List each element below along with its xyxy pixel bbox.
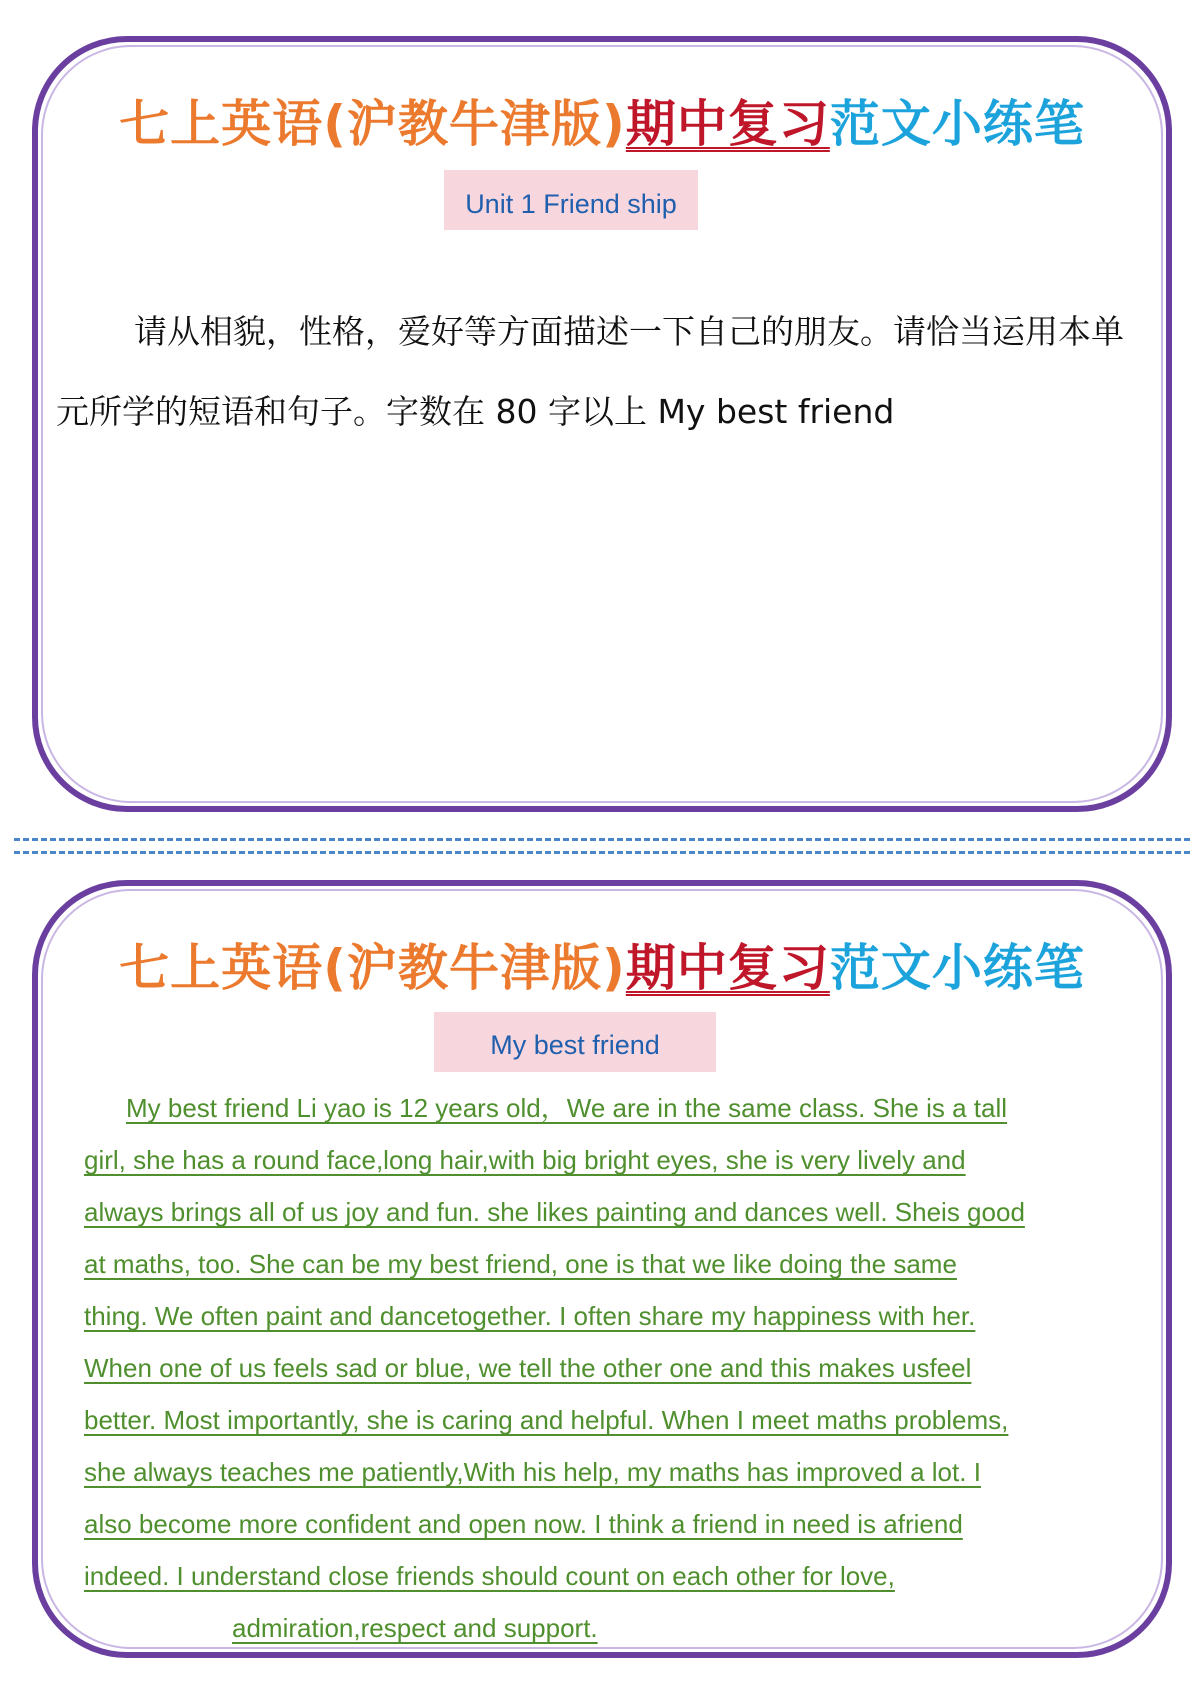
title-part-review: 期中复习 xyxy=(625,95,830,153)
page-title xyxy=(38,928,1166,1000)
title-part-textbook: 七上英语(沪教牛津版) xyxy=(119,939,626,997)
essay-line: admiration,respect and support. xyxy=(232,1613,598,1643)
essay-line: also become more confident and open now. I think a friend in need is afriend xyxy=(84,1509,963,1539)
essay-line: When one of us feels sad or blue, we tell the other one and this makes usfeel xyxy=(84,1353,972,1383)
essay-line: she always teaches me patiently,With his help, my maths has improved a lot. I xyxy=(84,1457,981,1487)
dashed-separator xyxy=(14,838,1190,854)
prompt-card xyxy=(32,36,1172,812)
title-part-practice: 范文小练笔 xyxy=(829,95,1085,153)
unit-subtitle: Unit 1 Friend ship xyxy=(444,170,698,230)
title-part-review: 期中复习 xyxy=(625,939,830,997)
page-title xyxy=(38,84,1166,156)
essay-card xyxy=(32,880,1172,1658)
title-part-practice: 范文小练笔 xyxy=(829,939,1085,997)
essay-line: always brings all of us joy and fun. she likes painting and dances well. Sheis good xyxy=(84,1197,1025,1227)
essay-line: thing. We often paint and dancetogether. I often share my happiness with her. xyxy=(84,1301,976,1331)
essay-line: at maths, too. She can be my best friend, one is that we like doing the same xyxy=(84,1249,957,1279)
essay-line: girl, she has a round face,long hair,with big bright eyes, she is very lively and xyxy=(84,1145,966,1175)
essay-line: better. Most importantly, she is caring and helpful. When I meet maths problems, xyxy=(84,1405,1009,1435)
essay-line: indeed. I understand close friends should count on each other for love, xyxy=(84,1561,895,1591)
essay-subtitle: My best friend xyxy=(434,1012,716,1072)
essay-line: My best friend Li yao is 12 years old，We are in the same class. She is a tall xyxy=(126,1093,1008,1123)
title-part-textbook: 七上英语(沪教牛津版) xyxy=(119,95,626,153)
writing-prompt: 请从相貌，性格，爱好等方面描述一下自己的朋友。请恰当运用本单元所学的短语和句子。字数在 80 字以上 My best friend xyxy=(56,312,1124,431)
sample-essay xyxy=(84,1082,1146,1654)
